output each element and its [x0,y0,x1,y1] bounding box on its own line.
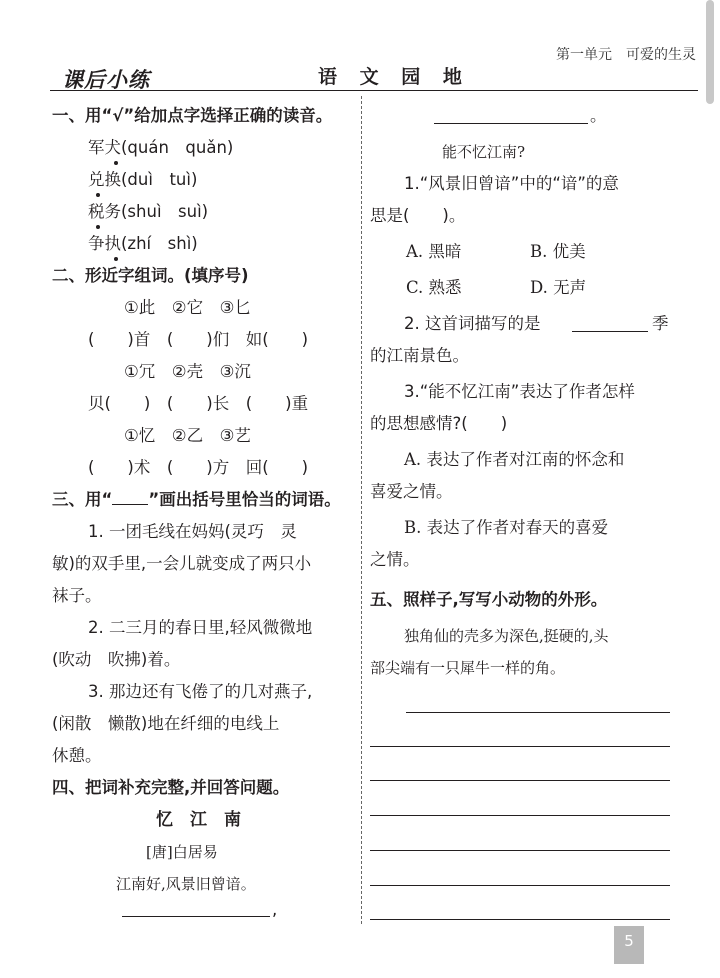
writing-line[interactable] [370,815,670,816]
q1-item: 争执(zhí shì) [88,234,198,253]
r-q1-option[interactable]: A. 黑暗 [406,242,462,261]
emphasis-dot [96,225,100,229]
q3-line: (闲散 懒散)地在纤细的电线上 [52,714,280,733]
answer-line[interactable] [434,123,588,124]
q3-title [52,489,341,511]
writing-line[interactable] [406,712,670,713]
r-q1-stem: 1.“风景旧曾谙”中的“谙”的意 [404,174,619,193]
r-q3-stem: 3.“能不忆江南”表达了作者怎样 [404,382,635,401]
poem-line: 江南好,风景旧曾谙。 [116,875,256,893]
r-q3-stem: 的思想感情?( ) [370,414,508,433]
q5-example: 部尖端有一只犀牛一样的角。 [370,659,566,677]
q2-options: ①此 ②它 ③匕 [124,298,251,317]
poem-comma: , [272,900,278,919]
r-q1-stem: 思是( )。 [370,206,466,225]
r-q2-stem: 2. 这首词描写的是 [404,314,541,333]
q3-line: (吹动 吹拂)着。 [52,650,181,669]
answer-line[interactable] [572,331,648,332]
r-q2-stem: 的江南景色。 [370,346,469,365]
q2-blanks: ( )术 ( )方 回( ) [88,458,309,477]
q5-title: 五、照样子,写写小动物的外形。 [370,590,608,609]
q2-blanks: 贝( ) ( )长 ( )重 [88,394,309,413]
q4-title: 四、把词补充完整,并回答问题。 [52,778,290,797]
poem-period: 。 [590,106,607,125]
q1-item: 军犬(quán quǎn) [88,138,234,157]
r-q3-option: 之情。 [370,550,420,569]
underline-blank [112,504,148,505]
q2-blanks: ( )首 ( )们 如( ) [88,330,309,349]
emphasis-dot [96,193,100,197]
q3-line: 3. 那边还有飞倦了的几对燕子, [88,682,313,701]
q3-line: 敏)的双手里,一会儿就变成了两只小 [52,554,312,573]
section-title: 语 文 园 地 [318,66,470,88]
r-q1-option[interactable]: C. 熟悉 [406,278,462,297]
section-badge: 课后小练 [62,68,150,92]
emphasis-dot [114,161,118,165]
q3-title-start: 三、用“ [52,490,113,509]
page-number: 5 [624,932,634,950]
q1-item: 兑换(duì tuì) [88,170,198,189]
poem-author: [唐]白居易 [146,843,218,861]
q3-line: 2. 二三月的春日里,轻风微微地 [88,618,313,637]
r-q3-option: 喜爱之情。 [370,482,453,501]
scrollbar[interactable] [706,0,714,104]
q3-line: 袜子。 [52,586,102,605]
r-q3-option[interactable]: A. 表达了作者对江南的怀念和 [404,450,625,469]
r-q2-stem: 季 [652,314,669,333]
emphasis-dot [114,257,118,261]
r-q1-option[interactable]: D. 无声 [530,278,587,297]
q2-options: ①忆 ②乙 ③艺 [124,426,251,445]
r-q1-option[interactable]: B. 优美 [530,242,586,261]
q3-title-end: ”画出括号里恰当的词语。 [148,490,341,509]
r-q3-option[interactable]: B. 表达了作者对春天的喜爱 [404,518,609,537]
writing-line[interactable] [370,919,670,920]
poem-line: 能不忆江南? [442,143,526,161]
q3-line: 1. 一团毛线在妈妈(灵巧 灵 [88,522,297,541]
q2-options: ①冗 ②壳 ③沉 [124,362,251,381]
unit-label: 第一单元 可爱的生灵 [556,47,696,63]
writing-line[interactable] [370,780,670,781]
poem-title: 忆 江 南 [156,810,241,830]
column-divider [361,96,362,924]
writing-line[interactable] [370,885,670,886]
answer-line[interactable] [122,916,270,917]
writing-line[interactable] [370,746,670,747]
q1-title: 一、用“√”给加点字选择正确的读音。 [52,106,333,125]
q1-item: 税务(shuì suì) [88,202,209,221]
q2-title: 二、形近字组词。(填序号) [52,266,249,285]
q5-example: 独角仙的壳多为深色,挺硬的,头 [404,627,609,645]
q3-line: 休憩。 [52,746,102,765]
writing-line[interactable] [370,850,670,851]
header-rule [50,90,698,91]
